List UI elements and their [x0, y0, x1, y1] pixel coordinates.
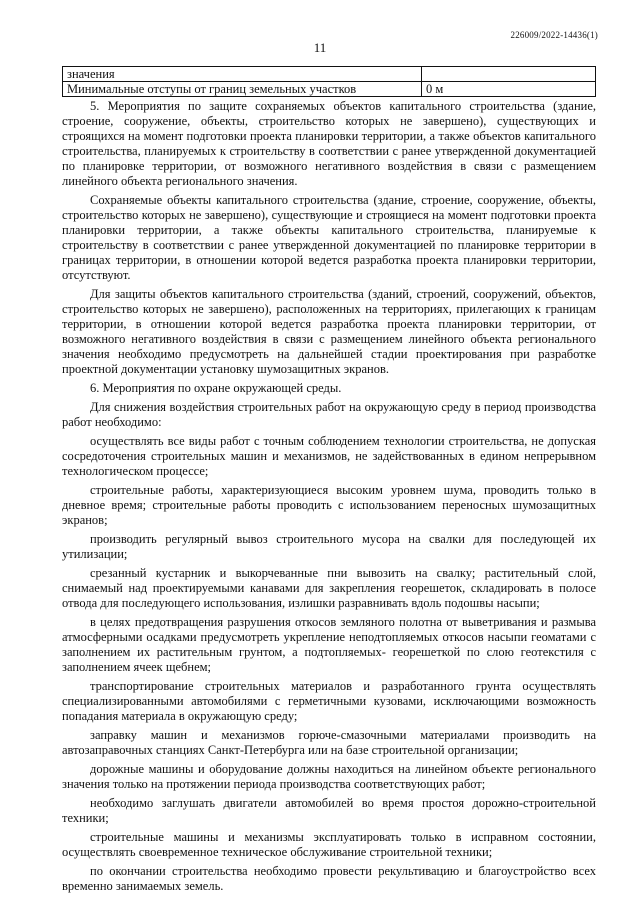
- list-item: производить регулярный вывоз строительного мусора на свалки для последующей их утилизации;: [62, 532, 596, 561]
- paragraph: Сохраняемые объекты капитального строительства (здание, строение, сооружение, объекты, строительство которых не завершено), существующие и строящиеся на момент подготовки проекта планировки территории, а также объекты капитального строительства, планируемые к строительству в соответствии с ранее утвержденной документацией по планировке территории в границах территории, в отношении которой ведется разработка проекта планировки территории, отсутствуют.: [62, 193, 596, 282]
- table-row: [63, 67, 596, 82]
- table-cell: значения: [63, 67, 422, 82]
- list-item: необходимо заглушать двигатели автомобилей во время простоя дорожно-строительной техники;: [62, 796, 596, 825]
- table-cell: 0 м: [422, 82, 596, 97]
- table-cell: Минимальные отступы от границ земельных участков: [63, 82, 422, 97]
- list-item: заправку машин и механизмов горюче-смазочными материалами производить на автозаправочных станциях Санкт-Петербурга или на базе строительной организации;: [62, 728, 596, 757]
- list-item: осуществлять все виды работ с точным соблюдением технологии строительства, не допуская сосредоточения строительных машин и механизмов, не задействованных в едином непрерывном технологическом процессе;: [62, 434, 596, 478]
- table-cell: [422, 67, 596, 82]
- list-item: строительные работы, характеризующиеся высоким уровнем шума, проводить только в дневное время; строительные работы проводить с использованием переносных шумозащитных экранов;: [62, 483, 596, 527]
- section-6-heading: 6. Мероприятия по охране окружающей среды.: [90, 381, 342, 395]
- paragraph: Для снижения воздействия строительных работ на окружающую среду в период производства работ необходимо:: [62, 400, 596, 429]
- list-item: дорожные машины и оборудование должны находиться на линейном объекте регионального значения только на протяжении периода производства соответствующих работ;: [62, 762, 596, 791]
- list-item: строительные машины и механизмы эксплуатировать только в исправном состоянии, осуществлять своевременное техническое обслуживание строительной техники;: [62, 830, 596, 859]
- list-item: в целях предотвращения разрушения откосов земляного полотна от выветривания и размыва атмосферными осадками предусмотреть укрепление неподтопляемых откосов насыпи геоматами с заполнением их растительным грунтом, а подтопляемых- георешеткой по слою геотекстиля с заполнением ячеек щебнем;: [62, 615, 596, 674]
- paragraph: Для защиты объектов капитального строительства (зданий, строений, сооружений, объектов, строительство которых не завершено), расположенных на территориях, прилегающих к границам территории, в отношении которой ведется разработка проекта планировки территории, от возможного негативного воздействия в связи с размещением линейного объекта регионального значения необходимо предусмотреть на дальнейшей стадии проектирования при разработке проектной документации установку шумозащитных экранов.: [62, 287, 596, 376]
- page-number: 11: [313, 40, 327, 55]
- list-item: транспортирование строительных материалов и разработанного грунта осуществлять специализированными автомобилями с герметичными кузовами, исключающими возможность попадания материала в окружающую среду;: [62, 679, 596, 723]
- section-5-heading-paragraph: 5. Мероприятия по защите сохраняемых объектов капитального строительства (здание, строение, сооружение, объекты, строительство которых не завершено), существующих и строящихся на момент подготовки проекта планировки территории, а также объектов капитального строительства, планируемых к строительству в соответствии с ранее утвержденной документацией по планировке территории, от возможного негативного воздействия в связи с размещением линейного объекта регионального значения.: [62, 99, 596, 188]
- list-item: срезанный кустарник и выкорчеванные пни вывозить на свалку; растительный слой, снимаемый над проектируемыми канавами для закрепления георешеток, складировать в полосе отвода для последующего использования, излишки разравнивать вдоль подошвы насыпи;: [62, 566, 596, 610]
- list-item: по окончании строительства необходимо провести рекультивацию и благоустройство всех временно занимаемых земель.: [62, 864, 596, 893]
- document-number: 226009/2022-14436(1): [510, 30, 598, 40]
- document-body: [62, 66, 596, 898]
- parameters-table: [62, 66, 596, 97]
- table-row: [63, 82, 596, 97]
